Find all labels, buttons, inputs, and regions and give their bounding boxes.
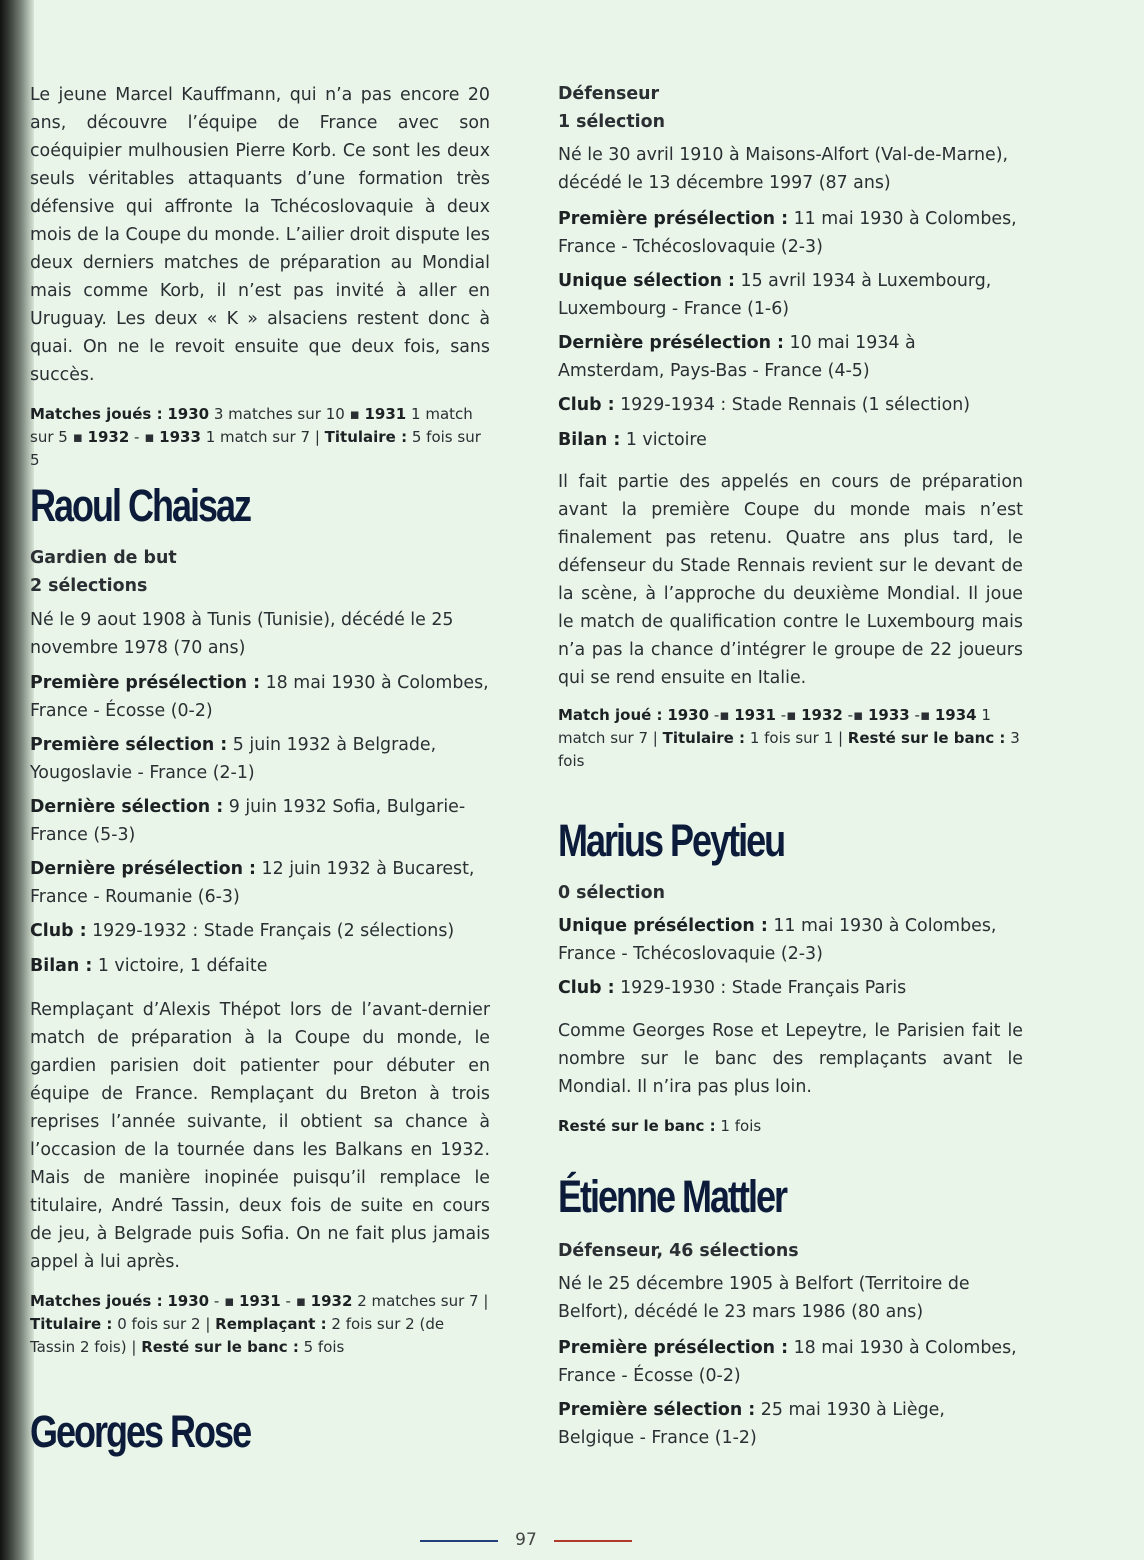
mattler-first-selection: Première sélection : 25 mai 1930 à Liège, Belgique - France (1-2) [558,1400,945,1448]
peytieu-stats: Resté sur le banc : 1 fois [558,1116,762,1135]
chaisaz-record: Bilan : 1 victoire, 1 défaite [30,955,268,976]
player-name-chaisaz: Raoul Chaisaz [30,480,251,531]
mattler-first-preselection: Première présélection : 18 mai 1930 à Colombes, France - Écosse (0-2) [558,1338,1017,1386]
peytieu-club: Club : 1929-1930 : Stade Français Paris [558,978,907,998]
chaisaz-club: Club : 1929-1932 : Stade Français (2 sélections) [30,921,455,941]
rose-club: Club : 1929-1934 : Stade Rennais (1 sélection) [558,395,971,415]
chaisaz-stats: Matches joués : 1930 - ▪ 1931 - ▪ 1932 2 matches sur 7 | Titulaire : 0 fois sur 2 | Remplaçant : 2 fois sur 2 (de Tassin 2 fois) | Resté sur le banc : 5 fois [30,1292,489,1356]
rose-section [558,80,1023,773]
chaisaz-role: Gardien de but [30,548,177,568]
rose-only-selection: Unique sélection : 15 avril 1934 à Luxembourg, Luxembourg - France (1-6) [558,271,992,319]
chaisaz-last-preselection: Dernière présélection : 12 juin 1932 à Bucarest, France - Roumanie (6-3) [30,859,475,907]
chaisaz-first-selection: Première sélection : 5 juin 1932 à Belgrade, Yougoslavie - France (2-1) [30,735,437,783]
page-number: 97 [515,1530,537,1550]
chaisaz-caps: 2 sélections [30,576,148,596]
kauffmann-paragraph: Le jeune Marcel Kauffmann, qui n’a pas encore 20 ans, découvre l’équipe de France avec son coéquipier mulhousien Pierre Korb. Ce sont les deux seuls véritables attaquants d’une formation très défensive qui affronte la Tchécoslovaquie à deux mois de la Coupe du monde. L’ailier droit dispute les deux derniers matches de préparation au Mondial mais comme Korb, il n’est pas invité à aller en Uruguay. Les deux « K » alsaciens restent donc à quai. On ne le revoit ensuite que deux fois, sans succès. [30,85,490,385]
player-name-peytieu: Marius Peytieu [558,815,785,866]
mattler-section [558,1237,1023,1452]
chaisaz-birth: Né le 9 aout 1908 à Tunis (Tunisie), décédé le 25 novembre 1978 (70 ans) [30,610,454,658]
peytieu-only-preselection: Unique présélection : 11 mai 1930 à Colombes, France - Tchécoslovaquie (2-3) [558,916,997,964]
rose-record: Bilan : 1 victoire [558,429,707,450]
rose-birth: Né le 30 avril 1910 à Maisons-Alfort (Val-de-Marne), décédé le 13 décembre 1997 (87 ans) [558,145,1009,193]
mattler-role: Défenseur, 46 sélections [558,1241,799,1261]
rose-paragraph: Il fait partie des appelés en cours de préparation avant la première Coupe du monde mais n’est finalement pas retenu. Quatre ans plus tard, le défenseur du Stade Rennais revient sur le devant de la scène, à l’approche du deuxième Mondial. Il joue le match de qualification contre le Luxembourg mais n’a pas la chance d’intégrer le groupe de 22 joueurs qui se rend ensuite en Italie. [558,472,1023,688]
peytieu-paragraph: Comme Georges Rose et Lepeytre, le Parisien fait le nombre sur le banc des remplaçants avant le Mondial. Il n’ira pas plus loin. [558,1020,1023,1097]
rose-caps: 1 sélection [558,112,665,132]
rose-stats: Match joué : 1930 -▪ 1931 -▪ 1932 -▪ 1933 -▪ 1934 1 match sur 7 | Titulaire : 1 fois sur 1 | Resté sur le banc : 3 fois [558,706,1020,770]
chaisaz-section [30,544,490,1359]
chaisaz-first-preselection: Première présélection : 18 mai 1930 à Colombes, France - Écosse (0-2) [30,673,489,721]
footer-rule-red [554,1540,632,1542]
player-name-rose: Georges Rose [30,1406,251,1457]
player-name-mattler: Étienne Mattler [558,1171,787,1222]
peytieu-section [558,879,1023,1138]
peytieu-caps: 0 sélection [558,883,665,903]
book-gutter [0,0,34,1560]
page-footer [420,1526,632,1554]
kauffmann-section [30,81,490,472]
rose-role: Défenseur [558,84,660,104]
mattler-birth: Né le 25 décembre 1905 à Belfort (Territoire de Belfort), décédé le 23 mars 1986 (80 ans) [558,1274,970,1322]
rose-last-preselection: Dernière présélection : 10 mai 1934 à Amsterdam, Pays-Bas - France (4-5) [558,333,916,381]
chaisaz-last-selection: Dernière sélection : 9 juin 1932 Sofia, Bulgarie-France (5-3) [30,797,466,845]
rose-first-preselection: Première présélection : 11 mai 1930 à Colombes, France - Tchécoslovaquie (2-3) [558,209,1017,257]
chaisaz-paragraph: Remplaçant d’Alexis Thépot lors de l’avant-dernier match de préparation à la Coupe du monde, le gardien parisien doit patienter pour débuter en équipe de France. Remplaçant du Breton à trois reprises l’année suivante, il obtient sa chance à l’occasion de la tournée dans les Balkans en 1932. Mais de manière inopinée puisqu’il remplace le titulaire, André Tassin, deux fois de suite en cours de jeu, à Belgrade puis Sofia. On ne fait plus jamais appel à lui après. [30,1000,490,1272]
kauffmann-stats: Matches joués : 1930 3 matches sur 10 ▪ 1931 1 match sur 5 ▪ 1932 - ▪ 1933 1 match sur 7 | Titulaire : 5 fois sur 5 [30,405,481,469]
